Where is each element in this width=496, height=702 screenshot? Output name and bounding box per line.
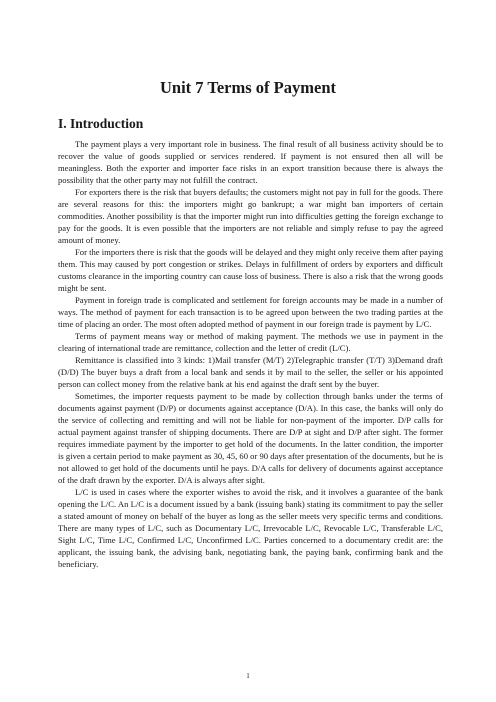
paragraph-7: Sometimes, the importer requests payment to be made by collection through banks under the terms of documents against payment (D/P) or documents against acceptance (D/A). In this case, the banks will only do the service of collecting and remitting and will not be liable for non-payment of the importer. D/P calls for actual payment against transfer of shipping documents. There are D/P at sight and D/P after sight. The former requires immediate payment by the importer to get hold of the documents. In the latter condition, the importer is given a certain period to make payment as 30, 45, 60 or 90 days after presentation of the documents, but he is not allowed to get hold of the documents until he pays. D/A calls for delivery of documents against acceptance of the draft drawn by the exporter. D/A is always after sight. (58, 391, 443, 485)
paragraph-5: Terms of payment means way or method of making payment. The methods we use in payment in the clearing of international trade are remittance, collection and the letter of credit (L/C). (58, 331, 443, 353)
paragraph-6: Remittance is classified into 3 kinds: 1)Mail transfer (M/T) 2)Telegraphic transfer (T/T) 3)Demand draft (D/D) The buyer buys a draft from a local bank and sends it by mail to the seller, the seller or his appointed person can collect money from the relative bank at his end against the draft sent by the buyer. (58, 355, 443, 389)
paragraph-3: For the importers there is risk that the goods will be delayed and they might only receive them after paying them. This may caused by port congestion or strikes. Delays in fulfillment of orders by exporters and difficult customs clearance in the importing country can cause loss of business. There is also a risk that the wrong goods might be sent. (58, 247, 443, 293)
paragraph-4: Payment in foreign trade is complicated and settlement for foreign accounts may be made in a number of ways. The method of payment for each transaction is to be agreed upon between the two trading parties at the time of placing an order. The most often adopted method of payment in our foreign trade is payment by L/C. (58, 295, 443, 329)
page-title: Unit 7 Terms of Payment (160, 78, 336, 97)
page-number: 1 (246, 672, 250, 680)
section-heading: I. Introduction (58, 116, 144, 131)
paragraph-1: The payment plays a very important role in business. The final result of all business activity should be to recover the value of goods supplied or services rendered. If payment is not ensured then all will be meaningless. Both the exporter and importer face risks in an export transition because there is always the possibility that the other party may not fulfill the contract. (58, 139, 443, 185)
paragraph-2: For exporters there is the risk that buyers defaults; the customers might not pay in full for the goods. There are several reasons for this: the importers might go bankrupt; a war might ban importers of certain commodities. Another possibility is that the importer might run into difficulties getting the foreign exchange to pay for the goods. It is even possible that the importers are not reliable and simply refuse to pay the agreed amount of money. (58, 187, 443, 245)
paragraph-8: L/C is used in cases where the exporter wishes to avoid the risk, and it involves a guarantee of the bank opening the L/C. An L/C is a document issued by a bank (issuing bank) stating its commitment to pay the seller a stated amount of money on behalf of the buyer as long as the seller meets very specific terms and conditions. There are many types of L/C, such as Documentary L/C, Irrevocable L/C, Revocable L/C, Transferable L/C, Sight L/C, Time L/C, Confirmed L/C, Unconfirmed L/C. Parties concerned to a documentary credit are: the applicant, the issuing bank, the advising bank, negotiating bank, the paying bank, confirming bank and the beneficiary. (58, 487, 443, 569)
body-text (58, 138, 443, 570)
